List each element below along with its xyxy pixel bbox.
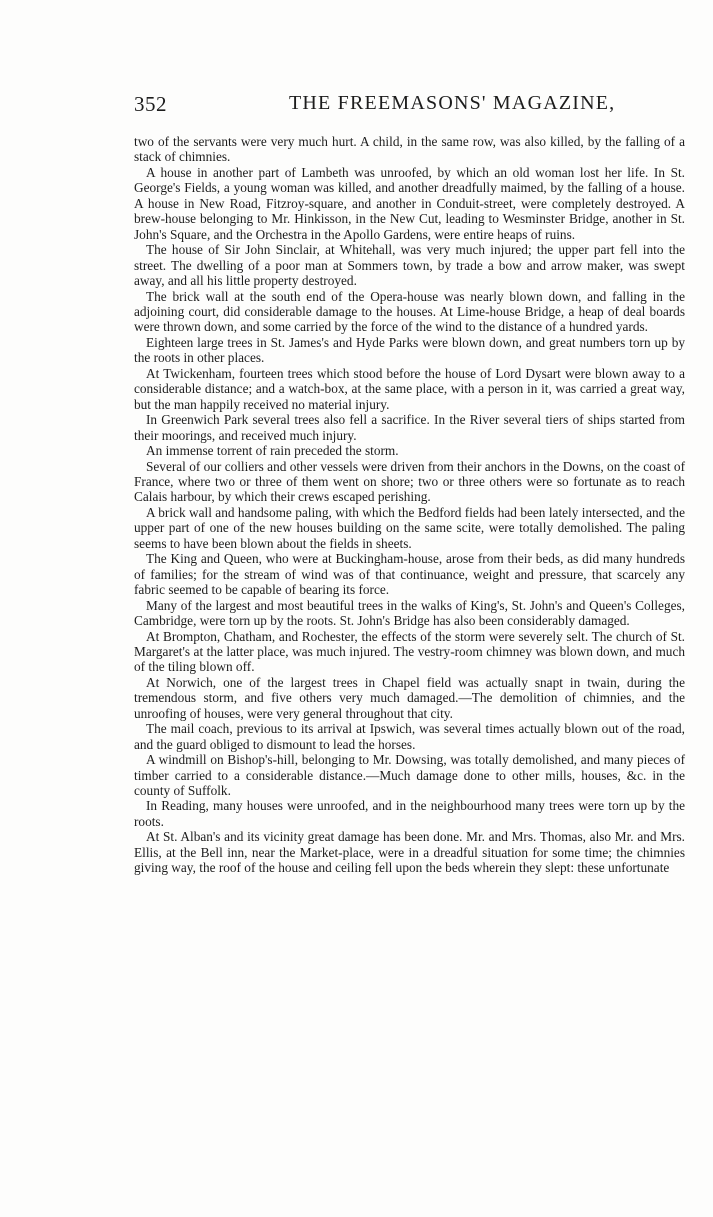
paragraph: An immense torrent of rain preceded the storm. bbox=[146, 443, 399, 459]
paragraph: two of the servants were very much hurt. A child, in the same row, was also killed, by the falling of a stack of chimnies. bbox=[134, 134, 685, 165]
paragraph: The King and Queen, who were at Buckingham-house, arose from their beds, as did many hundreds of families; for the stream of wind was of that continuance, weight and pressure, that scarcely any fabric seemed to be capable of bearing its force. bbox=[134, 551, 685, 598]
page-number: 352 bbox=[134, 92, 167, 116]
paragraph: A windmill on Bishop's-hill, belonging to Mr. Dowsing, was totally demolished, and many pieces of timber carried to a considerable distance.—Much damage done to other mills, houses, &c. in the county of Suffolk. bbox=[134, 752, 685, 799]
article-body bbox=[134, 134, 685, 876]
paragraph: In Greenwich Park several trees also fell a sacrifice. In the River several tiers of ships started from their moorings, and received much injury. bbox=[134, 412, 685, 443]
paragraph: At Twickenham, fourteen trees which stood before the house of Lord Dysart were blown away to a considerable distance; and a watch-box, at the same place, with a person in it, was carried a great way, but the man happily received no material injury. bbox=[134, 365, 685, 412]
paragraph: In Reading, many houses were unroofed, and in the neighbourhood many trees were torn up by the roots. bbox=[134, 798, 685, 829]
paragraph: Many of the largest and most beautiful trees in the walks of King's, St. John's and Queen's Colleges, Cambridge, were torn up by the roots. St. John's Bridge has also been considerably damaged. bbox=[134, 597, 685, 629]
paragraph: Several of our colliers and other vessels were driven from their anchors in the Downs, on the coast of France, where two or three of them went on shore; two or three others were so fortunate as to reach Calais harbour, by which their crews escaped perishing. bbox=[134, 458, 685, 505]
paragraph: The mail coach, previous to its arrival at Ipswich, was several times actually blown out of the road, and the guard obliged to dismount to lead the horses. bbox=[134, 721, 685, 752]
paragraph: At Brompton, Chatham, and Rochester, the effects of the storm were severely selt. The church of St. Margaret's at the latter place, was much injured. The vestry-room chimney was blown down, and much of the tiling blown off. bbox=[134, 628, 685, 675]
paragraph: At St. Alban's and its vicinity great damage has been done. Mr. and Mrs. Thomas, also Mr. and Mrs. Ellis, at the Bell inn, near the Market-place, were in a dreadful situation for some time; the chimnies giving way, the roof of the house and ceiling fell upon the beds wherein they slept: these unfortunate bbox=[134, 829, 685, 876]
paragraph: Eighteen large trees in St. James's and Hyde Parks were blown down, and great numbers torn up by the roots in other places. bbox=[134, 334, 685, 366]
paragraph: The brick wall at the south end of the Opera-house was nearly blown down, and falling in the adjoining court, did considerable damage to the houses. At Lime-house Bridge, a heap of deal boards were thrown down, and some carried by the force of the wind to the distance of a hundred yards. bbox=[134, 288, 685, 335]
page-header bbox=[134, 92, 690, 122]
paragraph: The house of Sir John Sinclair, at Whitehall, was very much injured; the upper part fell into the street. The dwelling of a poor man at Sommers town, by trade a bow and arrow maker, was swept away, and all his little property destroyed. bbox=[134, 242, 685, 289]
paragraph: At Norwich, one of the largest trees in Chapel field was actually snapt in twain, during the tremendous storm, and five others very much damaged.—The demolition of chimnies, and the unroofing of houses, were very general throughout that city. bbox=[134, 674, 685, 721]
running-head: THE FREEMASONS' MAGAZINE, bbox=[289, 92, 616, 114]
paragraph: A house in another part of Lambeth was unroofed, by which an old woman lost her life. In St. George's Fields, a young woman was killed, and another dreadfully maimed, by the falling of a house. A house in New Road, Fitzroy-square, and another in Conduit-street, were completely destroyed. A brew-house belonging to Mr. Hinkisson, in the New Cut, leading to Wesminster Bridge, another in St. John's Square, and the Orchestra in the Apollo Gardens, were entire heaps of ruins. bbox=[134, 164, 685, 242]
paragraph: A brick wall and handsome paling, with which the Bedford fields had been lately intersected, and the upper part of one of the new houses building on the same scite, were totally demolished. The paling seems to have been blown about the fields in sheets. bbox=[134, 504, 685, 551]
